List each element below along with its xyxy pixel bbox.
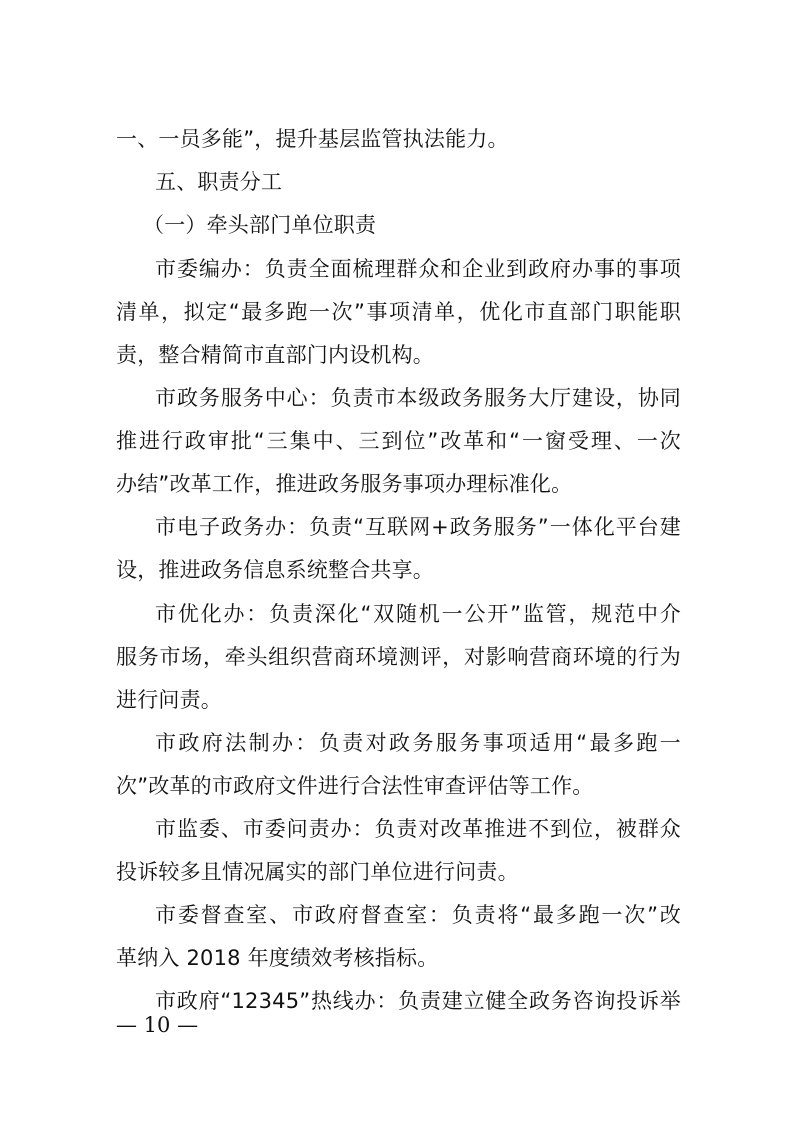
text-line: 设，推进政务信息系统整合共享。 <box>116 558 434 582</box>
page-number: — 10 — <box>116 1013 199 1037</box>
text-line: 市政府法制办：负责对政务服务事项适用“最多跑一 <box>155 731 681 755</box>
text-line: 市政务服务中心：负责市本级政务服务大厅建设，协同 <box>155 386 681 410</box>
text-line: 推进行政审批“三集中、三到位”改革和“一窗受理、一次 <box>116 429 681 453</box>
text-line: 责，整合精简市直部门内设机构。 <box>116 343 434 367</box>
subsection-heading: （一）牵头部门单位职责 <box>143 213 377 237</box>
section-heading: 五、职责分工 <box>155 170 283 194</box>
text-line: 革纳入 2018 年度绩效考核指标。 <box>116 946 439 970</box>
text-line: 次”改革的市政府文件进行合法性审查评估等工作。 <box>116 774 594 798</box>
text-line: 投诉较多且情况属实的部门单位进行问责。 <box>116 860 519 884</box>
text-line: 一、一员多能”，提升基层监管执法能力。 <box>116 127 509 151</box>
text-line: 服务市场，牵头组织营商环境测评，对影响营商环境的行为 <box>116 645 681 669</box>
text-line: 进行问责。 <box>116 688 222 712</box>
text-line: 市电子政务办：负责“互联网+政务服务”一体化平台建 <box>155 515 681 539</box>
text-line: 市监委、市委问责办：负责对改革推进不到位，被群众 <box>155 817 681 841</box>
text-line: 清单，拟定“最多跑一次”事项清单，优化市直部门职能职 <box>116 300 681 324</box>
text-line: 市优化办：负责深化“双随机一公开”监管，规范中介 <box>155 602 681 626</box>
text-line: 市委督查室、市政府督查室：负责将“最多跑一次”改 <box>155 903 681 927</box>
text-line: 办结”改革工作，推进政务服务事项办理标准化。 <box>116 472 573 496</box>
text-line: 市政府“12345”热线办：负责建立健全政务咨询投诉举 <box>155 989 681 1013</box>
text-line: 市委编办：负责全面梳理群众和企业到政府办事的事项 <box>155 257 681 281</box>
